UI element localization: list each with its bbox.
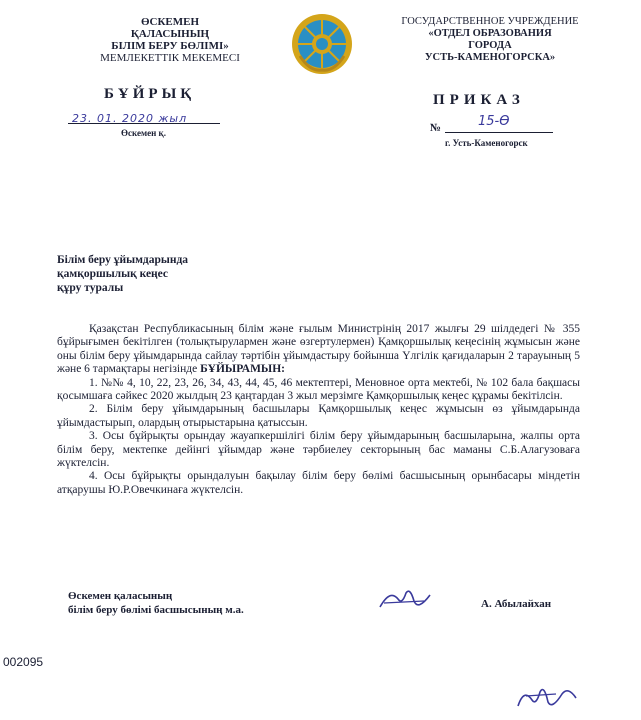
signatory-name: А. Абылайхан: [481, 598, 552, 610]
intro-text: Қазақстан Республикасының білім және ғылым Министрінің 2017 жылғы 29 шілдедегі № 355 бұйрығымен бекітілген (толықтырулармен және өзгертулермен) Қамқоршылық кеңесінің жұмысын және оны білім беру ұйымдарында сайлау тәртібін ұйымдастыру бойынша Үлгілік қағидаларын 2 тарауының 5 және 6 тармақтары негізінде: [57, 323, 580, 376]
header-right-org: [385, 16, 595, 64]
header-left-org: [70, 16, 270, 64]
number-label: №: [430, 122, 442, 134]
header-left-line2: ҚАЛАСЫНЫҢ: [130, 28, 210, 40]
body-item-3: 3. Осы бұйрықты орындау жауапкершілігі білім беру ұйымдарының басшыларына, жалпы орта білім беру, мектепке дейінгі ұйымдар және тәрбиелеу секторының бас маманы С.Б.Алагузоваға жүктелсін.: [57, 430, 580, 470]
initials-mark-icon: [512, 682, 582, 712]
city-kz: Өскемен қ.: [121, 128, 166, 138]
signature-mark-icon: [376, 585, 434, 615]
order-body: [57, 323, 580, 497]
position-line1: Өскемен қаласының: [68, 590, 173, 602]
order-title-ru: ПРИКАЗ: [433, 92, 525, 108]
header-left-line1: ӨСКЕМЕН: [140, 16, 200, 28]
subject-line3: құру туралы: [57, 282, 124, 294]
handwritten-date: 23. 01. 2020 жыл: [72, 112, 188, 125]
subject-line1: Білім беру ұйымдарында: [57, 254, 189, 266]
subject-line2: қамқоршылық кеңес: [57, 268, 169, 280]
body-item-2: 2. Білім беру ұйымдарының басшылары Қамқоршылық кеңес жұмысын өз ұйымдарында ұйымдастырып, олардың отырыстарына қатыссын.: [57, 403, 580, 429]
header-right-line4: УСТЬ-КАМЕНОГОРСКА»: [424, 52, 556, 63]
order-title-kz: БҰЙРЫҚ: [104, 86, 196, 102]
header-left-line4: МЕМЛЕКЕТТІК МЕКЕМЕСІ: [100, 52, 240, 64]
signatory-position: [68, 589, 244, 617]
body-item-4: 4. Осы бұйрықты орындалуын бақылау білім беру бөлімі басшысының орынбасары міндетін атқарушы Ю.Р.Овечкинаға жүктелсін.: [57, 470, 580, 496]
header-right-line3: ГОРОДА: [468, 40, 512, 51]
handwritten-number: 15-Ө: [478, 114, 510, 129]
body-item-1: 1. №№ 4, 10, 22, 23, 26, 34, 43, 44, 45, 46 мектептері, Меновное орта мектебі, № 102 бала бақшасы қосымшаға сәйкес 2020 жылдың 23 қаңтардан 3 жыл мерзімге Қамқоршылық кеңес құрамы бекітілсін.: [57, 376, 580, 403]
header-right-line2: «ОТДЕЛ ОБРАЗОВАНИЯ: [428, 28, 552, 39]
order-subject: [57, 253, 188, 295]
kazakhstan-emblem-icon: [290, 12, 354, 76]
header-right-line1: ГОСУДАРСТВЕННОЕ УЧРЕЖДЕНИЕ: [401, 16, 579, 27]
body-intro: [57, 323, 580, 377]
position-line2: білім беру бөлімі басшысының м.а.: [68, 604, 244, 616]
registration-number: 002095: [3, 655, 44, 669]
city-ru: г. Усть-Каменогорск: [445, 138, 528, 148]
header-left-line3: БІЛІМ БЕРУ БӨЛІМІ»: [111, 40, 229, 52]
number-underline: [445, 132, 553, 133]
order-word: БҰЙЫРАМЫН:: [200, 363, 285, 376]
